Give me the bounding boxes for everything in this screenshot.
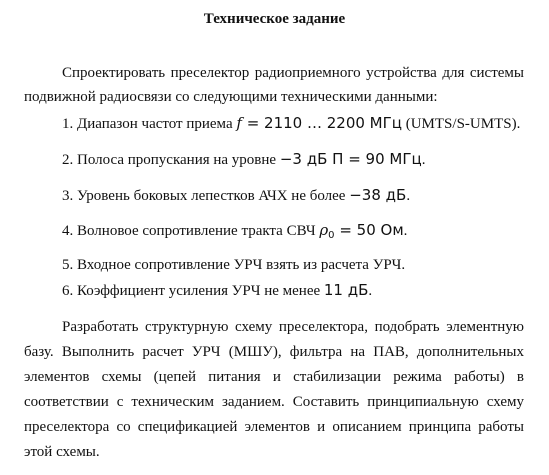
requirement-item-3 [62,186,410,205]
intro-line-2: подвижной радиосвязи со следующими техническими данными: [24,89,438,105]
requirement-item-4 [62,221,407,245]
requirement-item-6 [62,281,372,300]
impedance-value: = 50 Ом [334,221,404,239]
frequency-variable: f [236,114,242,132]
impedance-subscript: 0 [328,230,335,241]
bandwidth-value: −3 дБ П = 90 МГц [279,150,422,168]
intro-line-1: Спроектировать преселектор радиоприемного устройства для системы [62,65,524,81]
gain-value: 11 дБ [323,281,369,299]
requirement-item-1-prefix: 1. Диапазон частот приема [62,116,237,132]
closing-line-6: этой схемы. [24,444,100,460]
requirement-item-4-prefix: 4. Волновое сопротивление тракта СВЧ [62,223,320,239]
requirement-item-2-suffix: . [421,152,426,168]
impedance-variable: ρ [319,221,329,239]
requirement-item-6-suffix: . [368,283,373,299]
requirement-item-2-prefix: 2. Полоса пропускания на уровне [62,152,280,168]
requirement-item-3-suffix: . [406,188,411,204]
frequency-range-value: = 2110 … 2200 МГц [241,114,402,132]
closing-line-4: соответствии с техническим заданием. Составить принципиальную схему [24,394,524,410]
requirement-item-1-suffix: (UMTS/S-UMTS). [401,116,521,132]
requirement-item-1 [62,114,520,133]
document-title: Техническое задание [203,11,346,27]
requirement-item-3-prefix: 3. Уровень боковых лепестков АЧХ не более [62,188,350,204]
requirement-item-5: 5. Входное сопротивление УРЧ взять из расчета УРЧ. [62,257,406,273]
closing-line-1: Разработать структурную схему преселектора, подобрать элементную [62,319,524,335]
closing-line-5: преселектора со спецификацией элементов и описанием принципа работы [24,419,524,435]
sidelobe-level-value: −38 дБ [349,186,407,204]
requirement-item-2 [62,150,425,169]
requirement-item-4-suffix: . [403,223,408,239]
closing-line-2: базу. Выполнить расчет УРЧ (МШУ), фильтра на ПАВ, дополнительных [24,344,524,360]
requirement-item-6-prefix: 6. Коэффициент усиления УРЧ не менее [62,283,324,299]
closing-line-3: элементов схемы (цепей питания и стабилизации режима работы) в [24,369,524,385]
